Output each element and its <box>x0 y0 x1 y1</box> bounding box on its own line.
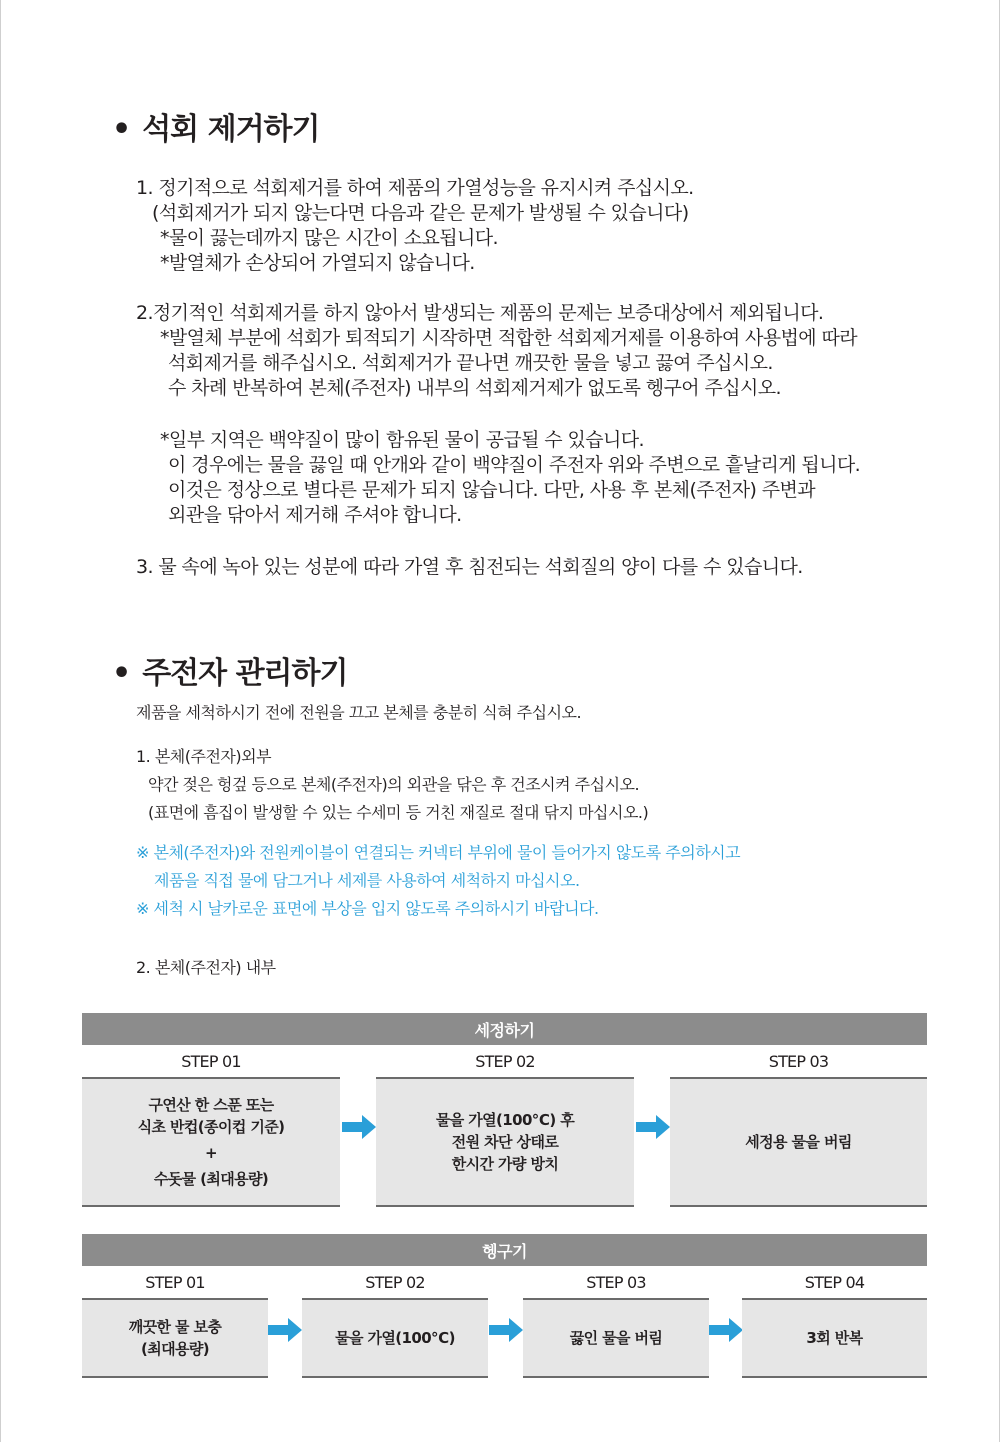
cleaning-table-header: 세정하기 <box>82 1013 927 1045</box>
step-label: STEP 01 <box>82 1045 340 1079</box>
arrow-right-icon <box>636 1115 670 1139</box>
descale-line-11: 이것은 정상으로 별다른 문제가 되지 않습니다. 다만, 사용 후 본체(주전자) 주변과 <box>168 479 816 501</box>
descale-line-9: *일부 지역은 백약질이 많이 함유된 물이 공급될 수 있습니다. <box>160 429 644 451</box>
step-content-line: 3회 반복 <box>806 1329 863 1347</box>
arrow-right-icon <box>489 1318 523 1342</box>
step-content-line: + <box>205 1144 217 1162</box>
section-title-kettle-care <box>112 648 348 692</box>
step-label: STEP 01 <box>82 1266 268 1300</box>
step-label: STEP 03 <box>670 1045 927 1079</box>
rinse-step-2 <box>302 1266 488 1378</box>
descale-line-10: 이 경우에는 물을 끓일 때 안개와 같이 백약질이 주전자 위와 주변으로 흩날리게 됩니다. <box>168 454 861 476</box>
bullet-icon: • <box>112 112 131 147</box>
care-intro: 제품을 세척하시기 전에 전원을 끄고 본체를 충분히 식혀 주십시오. <box>136 703 582 722</box>
cleaning-table <box>82 1013 927 1211</box>
exterior-line-1: 약간 젖은 헝겊 등으로 본체(주전자)의 외관을 닦은 후 건조시켜 주십시오. <box>148 775 640 794</box>
descale-line-4: *발열체가 손상되어 가열되지 않습니다. <box>160 252 475 274</box>
step-content <box>82 1300 268 1378</box>
step-content <box>302 1300 488 1378</box>
step-content-line: 식초 반컵(종이컵 기준) <box>137 1118 285 1136</box>
notice-line-3: ※ 세척 시 날카로운 표면에 부상을 입지 않도록 주의하시기 바랍니다. <box>136 899 599 918</box>
step-content-line: 물을 가열(100℃) 후 <box>435 1111 575 1129</box>
descale-line-1: 1. 정기적으로 석회제거를 하여 제품의 가열성능을 유지시켜 주십시오. <box>136 177 694 199</box>
section-title-descaling <box>112 104 320 148</box>
step-content-line: 구연산 한 스푼 또는 <box>148 1096 274 1114</box>
step-label: STEP 04 <box>742 1266 927 1300</box>
step-content-line: 수돗물 (최대용량) <box>153 1170 269 1188</box>
step-content <box>523 1300 709 1378</box>
arrow-right-icon <box>268 1318 302 1342</box>
step-content <box>82 1079 340 1207</box>
arrow-right-icon <box>709 1318 743 1342</box>
step-label: STEP 03 <box>523 1266 709 1300</box>
notice-line-2: 제품을 직접 물에 담그거나 세제를 사용하여 세척하지 마십시오. <box>154 871 580 890</box>
arrow-right-icon <box>342 1115 376 1139</box>
exterior-line-2: (표면에 흠집이 발생할 수 있는 수세미 등 거친 재질로 절대 닦지 마십시오.) <box>148 803 649 822</box>
section-title-text: 주전자 관리하기 <box>142 656 348 691</box>
descale-line-3: *물이 끓는데까지 많은 시간이 소요됩니다. <box>160 227 498 249</box>
descale-line-2: (석회제거가 되지 않는다면 다음과 같은 문제가 발생될 수 있습니다) <box>152 202 689 224</box>
exterior-title: 1. 본체(주전자)외부 <box>136 747 272 766</box>
cleaning-step-1 <box>82 1045 340 1207</box>
descale-line-12: 외관을 닦아서 제거해 주셔야 합니다. <box>168 504 462 526</box>
rinse-step-1 <box>82 1266 268 1378</box>
step-content <box>670 1079 927 1207</box>
descale-line-5: 2.정기적인 석회제거를 하지 않아서 발생되는 제품의 문제는 보증대상에서 제외됩니다. <box>136 302 824 324</box>
cleaning-step-3 <box>670 1045 927 1207</box>
step-label: STEP 02 <box>302 1266 488 1300</box>
cleaning-step-2 <box>376 1045 634 1207</box>
step-content-line: 끓인 물을 버림 <box>569 1329 663 1347</box>
step-content-line: 한시간 가량 방치 <box>451 1155 559 1173</box>
step-content <box>742 1300 927 1378</box>
descale-line-13: 3. 물 속에 녹아 있는 성분에 따라 가열 후 침전되는 석회질의 양이 다를 수 있습니다. <box>136 556 803 578</box>
step-content-line: 세정용 물을 버림 <box>745 1133 852 1151</box>
rinse-table-header: 헹구기 <box>82 1234 927 1266</box>
step-content <box>376 1079 634 1207</box>
rinse-table <box>82 1234 927 1382</box>
step-content-line: 깨끗한 물 보충 <box>128 1318 222 1336</box>
notice-line-1: ※ 본체(주전자)와 전원케이블이 연결되는 커넥터 부위에 물이 들어가지 않도록 주의하시고 <box>136 843 741 862</box>
descale-line-6: *발열체 부분에 석회가 퇴적되기 시작하면 적합한 석회제거제를 이용하여 사용법에 따라 <box>160 327 858 349</box>
step-content-line: 전원 차단 상태로 <box>451 1133 559 1151</box>
rinse-step-3 <box>523 1266 709 1378</box>
rinse-step-4 <box>742 1266 927 1378</box>
step-label: STEP 02 <box>376 1045 634 1079</box>
interior-title: 2. 본체(주전자) 내부 <box>136 958 276 977</box>
step-content-line: 물을 가열(100℃) <box>335 1329 455 1347</box>
descale-line-8: 수 차례 반복하여 본체(주전자) 내부의 석회제거제가 없도록 헹구어 주십시오. <box>168 377 781 399</box>
descale-line-7: 석회제거를 해주십시오. 석회제거가 끝나면 깨끗한 물을 넣고 끓여 주십시오. <box>168 352 773 374</box>
section-title-text: 석회 제거하기 <box>142 112 320 147</box>
step-content-line: (최대용량) <box>140 1340 210 1358</box>
bullet-icon: • <box>112 656 131 691</box>
